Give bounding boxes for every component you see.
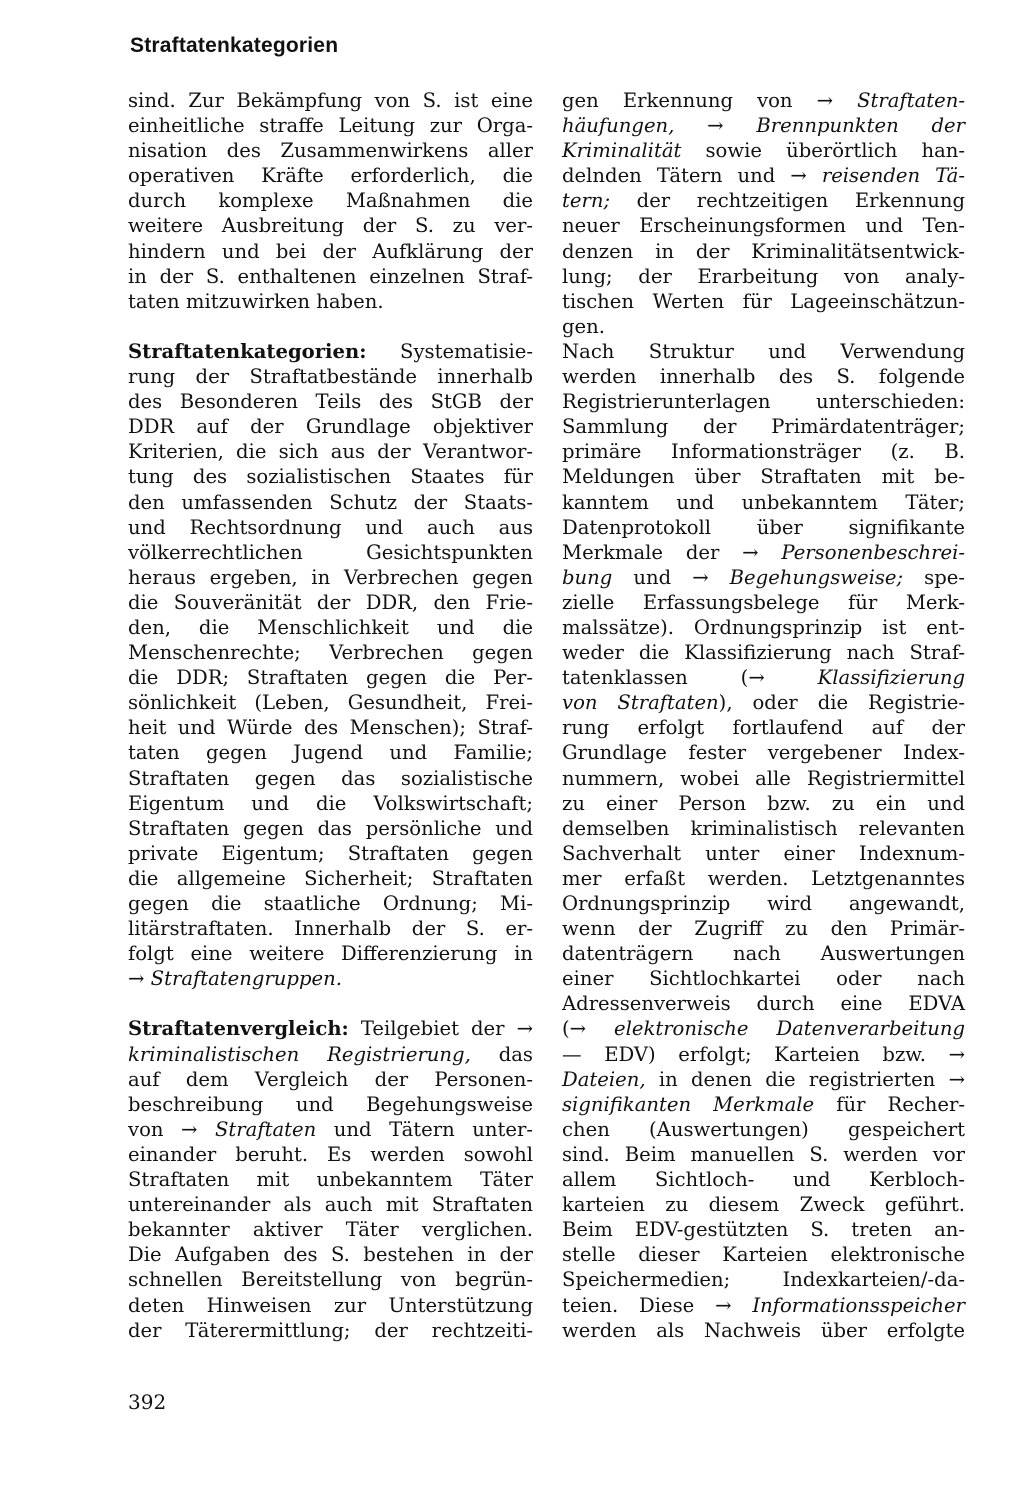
text-line [562, 590, 965, 615]
text-run: datenträgern nach Auswertungen [562, 942, 965, 966]
text-line [128, 740, 533, 765]
text-line [128, 88, 533, 113]
text-line [562, 565, 965, 590]
text-line [128, 1142, 533, 1167]
text-run: den, die Menschlichkeit und die [128, 615, 533, 639]
text-line [562, 791, 965, 816]
text-run: in der S. enthaltenen einzelnen Straf- [128, 264, 533, 288]
text-line [128, 1092, 533, 1117]
text-line [128, 163, 533, 188]
text-line [128, 213, 533, 238]
text-run: gen Erkennung von → [562, 89, 858, 112]
cross-reference: Straftaten [215, 1117, 317, 1141]
text-run: kanntem und unbekanntem Täter; [562, 490, 965, 514]
text-line [562, 1267, 965, 1292]
text-run: und Tätern unter- [316, 1117, 533, 1141]
text-run: Nach Struktur und Verwendung [562, 339, 965, 363]
text-line [128, 264, 533, 289]
text-line [128, 715, 533, 740]
text-run: neuer Erscheinungsformen und Ten- [562, 214, 965, 238]
text-run: spe- [903, 565, 965, 589]
text-line [128, 1067, 533, 1092]
text-run: und → [612, 565, 730, 589]
text-run: chen (Auswertungen) gespeichert [562, 1117, 965, 1141]
text-line [128, 916, 533, 941]
text-run: Beim EDV-gestützten S. treten an- [562, 1218, 965, 1242]
text-run: einer Sichtlochkartei oder nach [562, 967, 965, 991]
text-line [128, 665, 533, 690]
cross-reference: Straftatengruppen. [150, 967, 342, 991]
text-line [562, 715, 965, 740]
text-line [562, 1293, 965, 1318]
text-line [562, 464, 965, 489]
text-line [128, 239, 533, 264]
cross-reference: Begehungsweise; [729, 565, 904, 589]
text-run: DDR auf der Grundlage objektiver [128, 415, 533, 439]
text-line [562, 665, 965, 690]
text-line [562, 439, 965, 464]
text-run: Datenprotokoll über signifikante [562, 515, 965, 539]
text-run: allem Sichtloch- und Kerbloch- [562, 1168, 965, 1192]
text-line [562, 766, 965, 791]
text-line [128, 289, 533, 314]
left-text-column [128, 88, 533, 1343]
text-run: sowie überörtlich han- [681, 139, 965, 163]
text-run: tatenklassen (→ [562, 666, 818, 690]
text-run: nisation des Zusammenwirkens aller [128, 139, 533, 163]
text-line [128, 515, 533, 540]
text-line [562, 138, 965, 163]
text-line [562, 88, 965, 113]
text-line [562, 816, 965, 841]
text-line [562, 966, 965, 991]
text-run: teien. Diese → [562, 1293, 753, 1317]
text-run: Systematisie- [366, 339, 533, 363]
entry-headword: Straftatenvergleich: [128, 1017, 349, 1041]
text-run: Sachverhalt unter einer Indexnum- [562, 841, 965, 865]
text-run: → [128, 967, 151, 991]
text-line [562, 1142, 965, 1167]
text-line [128, 138, 533, 163]
text-line [128, 590, 533, 615]
text-run: gen. [562, 314, 605, 338]
text-line [128, 966, 533, 991]
text-line [562, 188, 965, 213]
cross-reference: Straftaten- [857, 89, 965, 112]
text-line [562, 1092, 965, 1117]
text-line [128, 439, 533, 464]
text-line [128, 540, 533, 565]
page-number: 392 [128, 1390, 167, 1414]
text-run: für Recher- [814, 1092, 965, 1116]
text-line [562, 490, 965, 515]
text-run: karteien zu diesem Zweck geführt. [562, 1193, 965, 1217]
paragraph-gap [128, 991, 533, 1016]
cross-reference: elektronische Datenverarbeitung [613, 1017, 966, 1041]
text-run: demselben kriminalistisch relevanten [562, 816, 965, 840]
text-line [128, 640, 533, 665]
text-run: litärstraftaten. Innerhalb der S. er- [128, 917, 533, 941]
text-run: heraus ergeben, in Verbrechen gegen [128, 565, 533, 589]
text-line [128, 941, 533, 966]
text-run: das [470, 1042, 533, 1066]
text-run: Speichermedien; Indexkarteien/-da- [562, 1268, 965, 1292]
text-run: des Besonderen Teils des StGB der [128, 390, 533, 414]
text-run: mer erfaßt werden. Letztgenanntes [562, 866, 965, 890]
text-run: nummern, wobei alle Registriermittel [562, 766, 965, 790]
text-line [562, 866, 965, 891]
text-run: delnden Tätern und → [562, 164, 822, 188]
text-run: zielle Erfassungsbelege für Merk- [562, 590, 965, 614]
text-line [562, 941, 965, 966]
text-line [128, 1242, 533, 1267]
text-run: Sammlung der Primärdatenträger; [562, 415, 965, 439]
text-run: Straftaten gegen das persönliche und [128, 816, 533, 840]
text-run: heit und Würde des Menschen); Straf- [128, 716, 533, 740]
text-run: einander beruht. Es werden sowohl [128, 1142, 533, 1166]
text-run: taten gegen Jugend und Familie; [128, 741, 533, 765]
text-run: denzen in der Kriminalitätsentwick- [562, 239, 965, 263]
cross-reference: kriminalistischen Registrierung, [128, 1042, 471, 1066]
text-line [128, 1318, 533, 1343]
text-line [128, 565, 533, 590]
text-run: Merkmale der → [562, 540, 782, 564]
cross-reference: von Straftaten [562, 691, 719, 715]
text-line [562, 414, 965, 439]
text-line [562, 916, 965, 941]
text-line [562, 1217, 965, 1242]
text-line [562, 389, 965, 414]
text-run: auf dem Vergleich der Personen- [128, 1067, 533, 1091]
text-run: sind. Beim manuellen S. werden vor [562, 1142, 965, 1166]
text-line [128, 364, 533, 389]
text-line [128, 891, 533, 916]
text-line [562, 1242, 965, 1267]
text-run: stelle dieser Karteien elektronische [562, 1243, 965, 1267]
text-line [128, 816, 533, 841]
text-run: — EDV) erfolgt; Karteien bzw. → [562, 1042, 965, 1066]
text-line [562, 339, 965, 364]
text-line [562, 540, 965, 565]
text-line [562, 640, 965, 665]
text-line [562, 841, 965, 866]
cross-reference: Personenbeschrei- [781, 540, 965, 564]
text-line [562, 515, 965, 540]
text-run: Ordnungsprinzip wird angewandt, [562, 892, 965, 915]
text-run: gegen die staatliche Ordnung; Mi- [128, 892, 533, 915]
text-line [562, 1042, 965, 1067]
text-line [128, 1217, 533, 1242]
text-run: rung erfolgt fortlaufend auf der [562, 716, 965, 740]
text-line [128, 690, 533, 715]
text-run: sönlichkeit (Leben, Gesundheit, Frei- [128, 691, 533, 715]
text-run: werden innerhalb des S. folgende [562, 365, 965, 389]
text-line [128, 1293, 533, 1318]
text-run: durch komplexe Maßnahmen die [128, 189, 533, 213]
text-run: sind. Zur Bekämpfung von S. ist eine [128, 89, 533, 112]
cross-reference: bung [562, 565, 613, 589]
text-line [128, 841, 533, 866]
text-run: hindern und bei der Aufklärung der [128, 239, 533, 263]
cross-reference: Kriminalität [562, 139, 682, 163]
text-run: tung des sozialistischen Staates für [128, 465, 533, 489]
running-head: Straftatenkategorien [130, 34, 339, 57]
text-run: Straftaten gegen das sozialistische [128, 766, 533, 790]
text-line [128, 1016, 533, 1041]
text-line [562, 239, 965, 264]
text-run: primäre Informationsträger (z. B. [562, 440, 965, 464]
text-line [562, 314, 965, 339]
text-line [562, 891, 965, 916]
text-run: der rechtzeitigen Erkennung [610, 189, 965, 213]
cross-reference: Brennpunkten der [756, 114, 965, 138]
text-run: Kriterien, die sich aus der Verantwor- [128, 440, 533, 464]
text-run: Meldungen über Straftaten mit be- [562, 465, 965, 489]
text-run: zu einer Person bzw. zu ein und [562, 791, 965, 815]
paragraph-gap [128, 314, 533, 339]
text-run: von → [128, 1117, 215, 1141]
text-line [562, 264, 965, 289]
text-run: die DDR; Straftaten gegen die Per- [128, 666, 533, 690]
text-run: völkerrechtlichen Gesichtspunkten [128, 540, 533, 564]
text-run: weder die Klassifizierung nach Straf- [562, 641, 965, 665]
text-run: Registrierunterlagen unterschieden: [562, 390, 965, 414]
text-line [128, 1167, 533, 1192]
text-run: wenn der Zugriff zu den Primär- [562, 917, 965, 941]
text-line [128, 113, 533, 138]
cross-reference: tern; [562, 189, 611, 213]
text-line [128, 464, 533, 489]
text-run: (→ [562, 1017, 614, 1041]
text-line [562, 1192, 965, 1217]
text-line [562, 163, 965, 188]
text-run: Eigentum und die Volkswirtschaft; [128, 791, 533, 815]
text-line [562, 690, 965, 715]
text-line [128, 1117, 533, 1142]
cross-reference: häufungen, [562, 114, 675, 138]
text-line [562, 1067, 965, 1092]
text-run: tischen Werten für Lageeinschätzun- [562, 289, 965, 313]
text-run: malssätze). Ordnungsprinzip ist ent- [562, 615, 965, 639]
cross-reference: Informationsspeicher [752, 1293, 965, 1317]
text-line [562, 113, 965, 138]
text-run: schnellen Bereitstellung von begrün- [128, 1268, 533, 1292]
text-line [128, 188, 533, 213]
text-line [128, 339, 533, 364]
text-run: einheitliche straffe Leitung zur Orga- [128, 114, 533, 138]
text-run: werden als Nachweis über erfolgte [562, 1318, 965, 1342]
text-run: deten Hinweisen zur Unterstützung [128, 1293, 533, 1317]
cross-reference: Klassifizierung [817, 666, 965, 690]
text-run: private Eigentum; Straftaten gegen [128, 841, 533, 865]
text-run: Straftaten mit unbekanntem Täter [128, 1168, 533, 1192]
right-text-column [562, 88, 965, 1343]
entry-headword: Straftatenkategorien: [128, 339, 367, 363]
text-run: → [674, 114, 757, 138]
text-line [562, 364, 965, 389]
text-line [562, 1318, 965, 1343]
text-run: die Souveränität der DDR, den Frie- [128, 590, 533, 614]
text-run: Teilgebiet der → [348, 1017, 533, 1041]
text-run: operativen Kräfte erforderlich, die [128, 164, 533, 188]
text-line [128, 1267, 533, 1292]
text-run: und Rechtsordnung und auch aus [128, 515, 533, 539]
text-run: folgt eine weitere Differenzierung in [128, 942, 533, 966]
text-line [562, 213, 965, 238]
text-run: taten mitzuwirken haben. [128, 289, 384, 313]
text-line [128, 615, 533, 640]
text-run: weitere Ausbreitung der S. zu ver- [128, 214, 533, 238]
text-run: Die Aufgaben des S. bestehen in der [128, 1243, 533, 1267]
cross-reference: reisenden Tä- [821, 164, 965, 188]
text-run: Adressenverweis durch eine EDVA [562, 992, 965, 1016]
text-run: ), oder die Registrie- [718, 691, 965, 715]
text-line [562, 1117, 965, 1142]
text-line [128, 389, 533, 414]
text-line [562, 991, 965, 1016]
cross-reference: signifikanten Merkmale [562, 1092, 815, 1116]
text-run: Menschenrechte; Verbrechen gegen [128, 641, 533, 665]
text-line [128, 490, 533, 515]
text-run: lung; der Erarbeitung von analy- [562, 264, 965, 288]
text-run: den umfassenden Schutz der Staats- [128, 490, 533, 514]
text-run: Grundlage fester vergebener Index- [562, 741, 965, 765]
text-run: bekannter aktiver Täter verglichen. [128, 1218, 533, 1242]
text-line [128, 414, 533, 439]
text-run: beschreibung und Begehungsweise [128, 1092, 533, 1116]
text-run: der Täterermittlung; der rechtzeiti- [128, 1318, 533, 1342]
text-run: untereinander als auch mit Straftaten [128, 1193, 533, 1217]
text-line [562, 615, 965, 640]
text-line [562, 740, 965, 765]
text-line [562, 1167, 965, 1192]
text-line [562, 289, 965, 314]
text-line [128, 1192, 533, 1217]
text-line [128, 791, 533, 816]
text-run: in denen die registrierten → [645, 1067, 965, 1091]
text-line [128, 1042, 533, 1067]
text-run: die allgemeine Sicherheit; Straftaten [128, 866, 533, 890]
text-run: rung der Straftatbestände innerhalb [128, 365, 533, 389]
text-line [128, 866, 533, 891]
text-line [128, 766, 533, 791]
text-line [562, 1016, 965, 1041]
cross-reference: Dateien, [562, 1067, 646, 1091]
